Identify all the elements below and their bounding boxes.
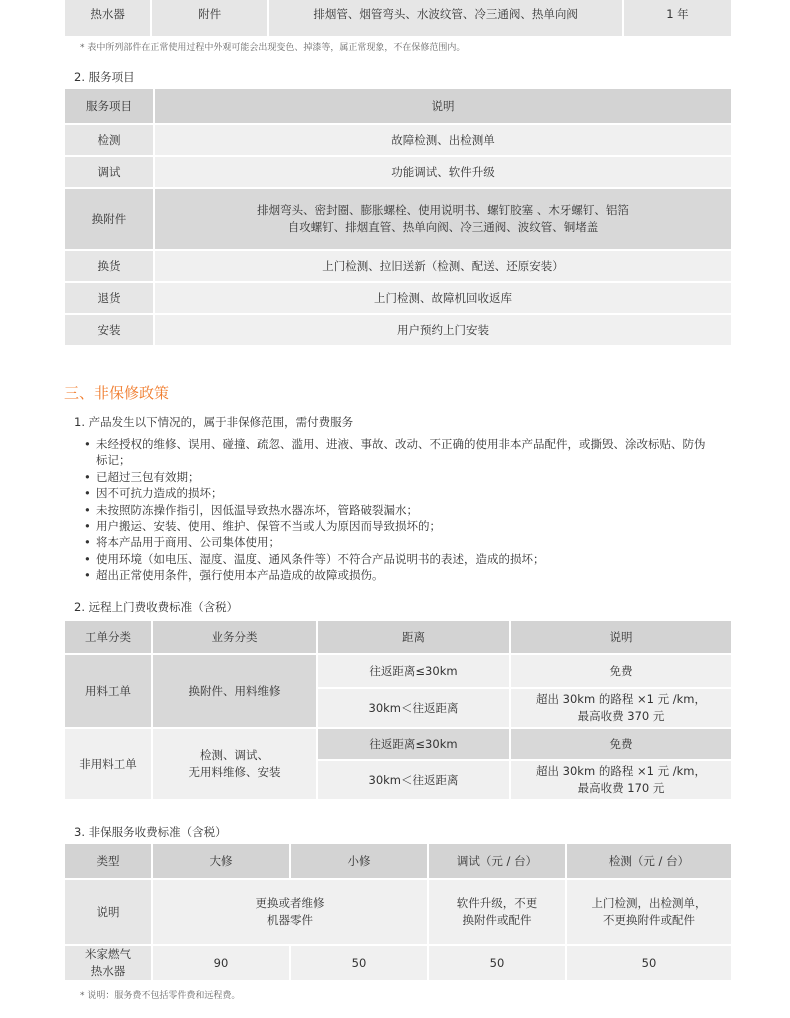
- desc-label: 说明: [65, 880, 151, 944]
- list-item: • 因不可抗力造成的损坏；: [84, 485, 744, 501]
- product-label: 米家燃气 热水器: [65, 946, 151, 980]
- non-warranty-intro: 1. 产品发生以下情况的，属于非保修范围，需付费服务: [74, 415, 354, 429]
- order-type-material: 用料工单: [65, 655, 151, 727]
- header-distance: 距离: [318, 621, 509, 653]
- cell-category: 附件: [152, 0, 267, 36]
- fee-major: 90: [153, 946, 289, 980]
- service-item: 安装: [65, 315, 153, 345]
- list-item: • 使用环境（如电压、湿度、温度、通风条件等）不符合产品说明书的表述，造成的损坏；: [84, 551, 744, 567]
- section-title: 三、非保修政策: [64, 384, 170, 402]
- cell-period: 1 年: [624, 0, 731, 36]
- service-item: 退货: [65, 283, 153, 313]
- header-description: 说明: [511, 621, 731, 653]
- service-desc: 排烟弯头、密封圈、膨胀螺栓、使用说明书、螺钉胶塞 、木牙螺钉、铝箔 自攻螺钉、排烟直管、热单向阀、冷三通阀、波纹管、铜堵盖: [155, 189, 731, 249]
- service-item: 检测: [65, 125, 153, 155]
- cell-product: 热水器: [65, 0, 150, 36]
- non-warranty-list: [84, 436, 744, 584]
- warranty-table-partial: [63, 0, 733, 38]
- fee-cell: 超出 30km 的路程 ×1 元 /km， 最高收费 370 元: [511, 689, 731, 727]
- fee-cell: 免费: [511, 729, 731, 759]
- fee-check: 50: [567, 946, 731, 980]
- services-heading: 2. 服务项目: [74, 70, 135, 84]
- fee-footnote: * 说明：服务费不包括零件费和远程费。: [80, 991, 241, 1001]
- cell-parts: 排烟管、烟管弯头、水波纹管、冷三通阀、热单向阀: [269, 0, 622, 36]
- service-item: 调试: [65, 157, 153, 187]
- header-business-type: 业务分类: [153, 621, 316, 653]
- list-item: 标记；: [96, 453, 131, 468]
- header-service-item: 服务项目: [65, 89, 153, 123]
- table-footnote: * 表中所列部件在正常使用过程中外观可能会出现变色、掉漆等，属正常现象，不在保修范围内。: [80, 43, 466, 53]
- service-desc: 用户预约上门安装: [155, 315, 731, 345]
- service-desc: 上门检测、故障机回收返库: [155, 283, 731, 313]
- desc-repair: 更换或者维修 机器零件: [153, 880, 427, 944]
- fee-cell: 超出 30km 的路程 ×1 元 /km， 最高收费 170 元: [511, 761, 731, 799]
- header-description: 说明: [155, 89, 731, 123]
- business-type: 检测、调试、 无用料维修、安装: [153, 729, 316, 799]
- remote-fee-heading: 2. 远程上门费收费标准（含税）: [74, 600, 239, 614]
- services-table: [63, 87, 733, 347]
- list-item: • 已超过三包有效期；: [84, 469, 744, 485]
- desc-debug: 软件升级，不更 换附件或配件: [429, 880, 565, 944]
- distance-cell: 往返距离≤30km: [318, 729, 509, 759]
- header-major-repair: 大修: [153, 844, 289, 878]
- fee-debug: 50: [429, 946, 565, 980]
- header-type: 类型: [65, 844, 151, 878]
- service-desc: 故障检测、出检测单: [155, 125, 731, 155]
- list-item: • 将本产品用于商用、公司集体使用；: [84, 534, 744, 550]
- fee-cell: 免费: [511, 655, 731, 687]
- list-item: • 未按照防冻操作指引，因低温导致热水器冻坏，管路破裂漏水；: [84, 502, 744, 518]
- business-type: 换附件、用料维修: [153, 655, 316, 727]
- distance-cell: 30km＜往返距离: [318, 761, 509, 799]
- header-debug: 调试（元 / 台）: [429, 844, 565, 878]
- header-minor-repair: 小修: [291, 844, 427, 878]
- service-item: 换附件: [65, 189, 153, 249]
- order-type-non-material: 非用料工单: [65, 729, 151, 799]
- fee-minor: 50: [291, 946, 427, 980]
- service-item: 换货: [65, 251, 153, 281]
- distance-cell: 30km＜往返距离: [318, 689, 509, 727]
- fee-standard-table: [63, 842, 733, 982]
- desc-check: 上门检测，出检测单， 不更换附件或配件: [567, 880, 731, 944]
- fee-standard-heading: 3. 非保服务收费标准（含税）: [74, 825, 227, 839]
- service-desc: 上门检测、拉旧送新（检测、配送、还原安装）: [155, 251, 731, 281]
- header-order-type: 工单分类: [65, 621, 151, 653]
- list-item: • 超出正常使用条件，强行使用本产品造成的故障或损伤。: [84, 567, 744, 583]
- header-check: 检测（元 / 台）: [567, 844, 731, 878]
- service-desc: 功能调试、软件升级: [155, 157, 731, 187]
- list-item: • 用户搬运、安装、使用、维护、保管不当或人为原因而导致损坏的；: [84, 518, 744, 534]
- remote-fee-table: [63, 619, 733, 801]
- list-item: • 未经授权的维修、误用、碰撞、疏忽、滥用、进液、事故、改动、不正确的使用非本产品配件，或撕毁、涂改标贴、防伪: [84, 436, 744, 452]
- distance-cell: 往返距离≤30km: [318, 655, 509, 687]
